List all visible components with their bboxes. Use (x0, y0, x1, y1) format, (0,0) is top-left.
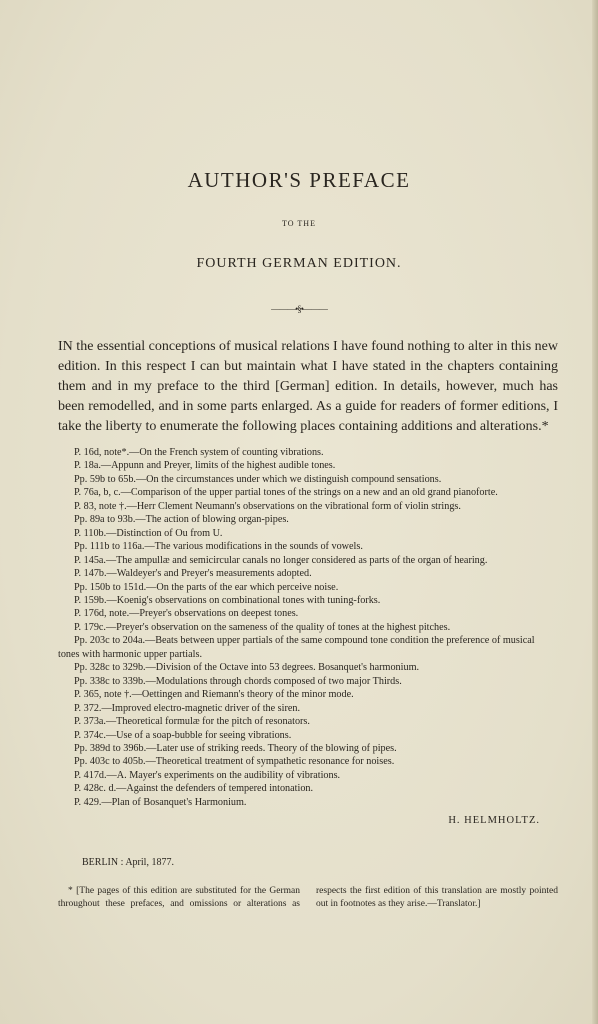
edition-subtitle: FOURTH GERMAN EDITION. (196, 256, 402, 271)
list-item: Pp. 328c to 329b.—Division of the Octave into 53 degrees. Bosanquet's harmonium. (74, 662, 420, 674)
list-item: P. 145a.—The ampullæ and semicircular canals no longer considered as parts of the organ of hearing. (74, 554, 488, 566)
list-item: P. 374c.—Use of a soap-bubble for seeing vibrations. (74, 729, 292, 741)
list-item: P. 159b.—Koenig's observations on combinational tones with tuning-forks. (74, 594, 381, 606)
translator-footnote (58, 885, 558, 910)
list-item: Pp. 150b to 151d.—On the parts of the ear which perceive noise. (74, 581, 339, 593)
ornament-divider: ———•§•——— (271, 304, 327, 314)
list-item: P. 147b.—Waldeyer's and Preyer's measurements adopted. (74, 568, 312, 580)
intro-paragraph (58, 337, 558, 437)
list-item: P. 428c. d.—Against the defenders of tempered intonation. (74, 783, 314, 795)
list-item: Pp. 111b to 116a.—The various modifications in the sounds of vowels. (74, 541, 363, 553)
list-item: P. 176d, note.—Preyer's observations on deepest tones. (74, 608, 299, 620)
author-signature: H. HELMHOLTZ. (448, 815, 540, 826)
list-item: P. 365, note †.—Oettingen and Riemann's theory of the minor mode. (74, 689, 354, 701)
list-item: P. 179c.—Preyer's observation on the sameness of the quality of tones at the highest pitches. (74, 621, 451, 633)
list-item: P. 372.—Improved electro-magnetic driver of the siren. (74, 702, 301, 714)
title-connector: TO THE (282, 219, 316, 228)
list-item: P. 18a.—Appunn and Preyer, limits of the highest audible tones. (74, 460, 336, 472)
list-item: P. 76a, b, c.—Comparison of the upper partial tones of the strings on a new and an old grand pianoforte. (74, 487, 498, 499)
list-item: P. 417d.—A. Mayer's experiments on the audibility of vibrations. (74, 769, 341, 781)
list-item: Pp. 59b to 65b.—On the circumstances under which we distinguish compound sensations. (74, 473, 442, 485)
list-item: P. 373a.—Theoretical formulæ for the pitch of resonators. (74, 716, 310, 728)
footnote-text: * [The pages of this edition are substituted for the German throughout these prefaces, and omissions or alterations as respects the first edition of this translation are mostly pointed out in footnotes as they arise.—Translator.] (58, 886, 558, 909)
list-item: Pp. 89a to 93b.—The action of blowing organ-pipes. (74, 514, 289, 526)
list-item: P. 16d, note*.—On the French system of counting vibrations. (74, 447, 324, 458)
dateline: BERLIN : April, 1877. (82, 857, 174, 868)
list-item: P. 110b.—Distinction of Ou from U. (74, 527, 223, 539)
alterations-list (58, 446, 558, 809)
page-edge (592, 0, 598, 1024)
list-item: P. 429.—Plan of Bosanquet's Harmonium. (74, 796, 247, 808)
page-title: AUTHOR'S PREFACE (187, 168, 411, 192)
list-item: Pp. 389d to 396b.—Later use of striking reeds. Theory of the blowing of pipes. (74, 742, 397, 754)
intro-text: IN the essential conceptions of musical relations I have found nothing to alter in this new edition. In this respect I can but maintain what I have stated in the chapters containing them and in my preface to the third [German] edition. In details, however, much has been remodelled, and in some parts enlarged. As a guide for readers of former editions, I take the liberty to enumerate the following places containing additions and alterations.* (58, 339, 558, 434)
list-item: Pp. 203c to 204a.—Beats between upper partials of the same compound tone condition the preference of musical tones with harmonic upper partials. (58, 635, 535, 660)
list-item: P. 83, note †.—Herr Clement Neumann's observations on the vibrational form of violin strings. (74, 500, 461, 512)
list-item: Pp. 338c to 339b.—Modulations through chords composed of two major Thirds. (74, 675, 402, 687)
list-item: Pp. 403c to 405b.—Theoretical treatment of sympathetic resonance for noises. (74, 756, 395, 768)
